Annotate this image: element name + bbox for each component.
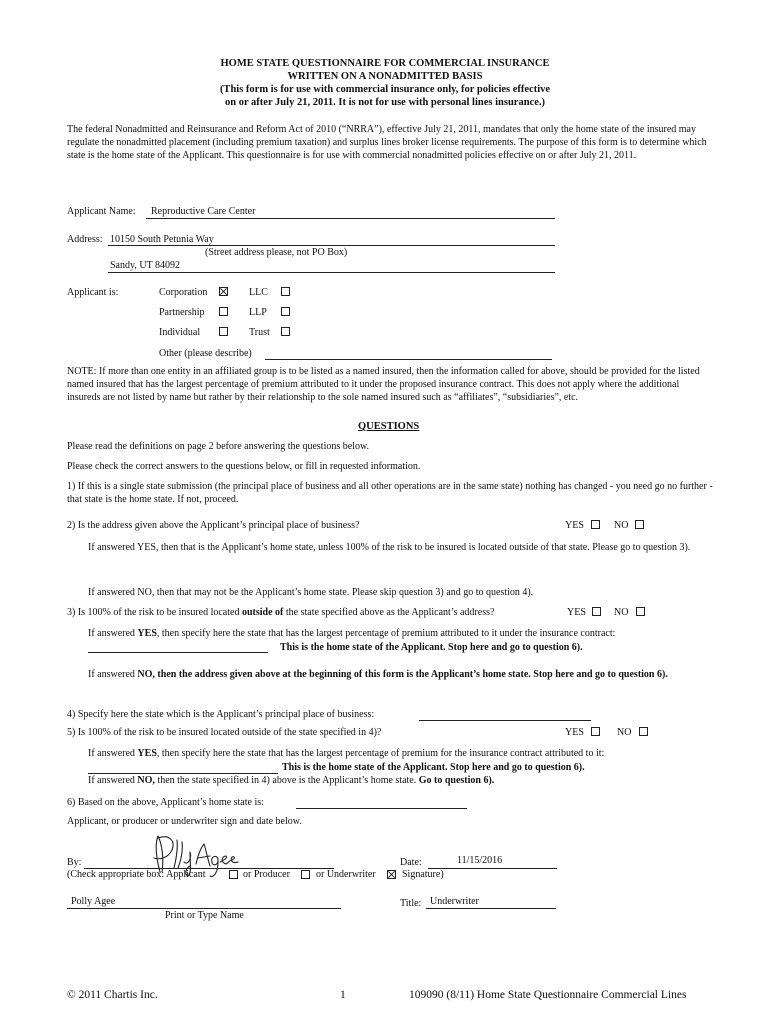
q5-no-instruction: If answered NO, then the state specified in 4) above is the Applicant’s home state. Go to question 6). xyxy=(88,775,495,786)
applicant-is-label: Applicant is: xyxy=(67,287,119,298)
footer-page-number: 1 xyxy=(340,989,346,1001)
footer-copyright: © 2011 Chartis Inc. xyxy=(67,989,158,1001)
applicant-name-line xyxy=(146,218,555,219)
address-city-value[interactable]: Sandy, UT 84092 xyxy=(110,260,180,271)
title-value[interactable]: Underwriter xyxy=(430,896,479,907)
note-paragraph: NOTE: If more than one entity in an affiliated group is to be listed as a named insured, then the information called for above, should be provided for the listed named insured that has the largest percentage of premium attributed to it under the proposed insurance contract. This does not apply where the additional insureds are not listed by name but rather by their relationship to the sole named insured such as “affiliates”, “subsidiaries”, etc. xyxy=(67,366,700,403)
question-2: 2) Is the address given above the Applicant’s principal place of business? xyxy=(67,520,360,531)
corporation-checkbox[interactable] xyxy=(219,287,228,296)
footer-form-id: 109090 (8/11) Home State Questionnaire Commercial Lines xyxy=(409,989,687,1001)
date-line xyxy=(428,868,557,869)
individual-label: Individual xyxy=(159,327,201,338)
intro-paragraph: The federal Nonadmitted and Reinsurance and Reform Act of 2010 (“NRRA”), effective July 21, 2011, mandates that only the home state of the insured may regulate the nonadmitted placement (including premium taxation) and surplus lines broker license requirements. The purpose of this form is to determine which state is the home state of the Applicant. This questionnaire is for use with commercial nonadmitted policies effective on or after July 21, 2011. xyxy=(67,124,707,161)
form-subtitle-line2: on or after July 21, 2011. It is not for use with personal lines insurance.) xyxy=(225,97,545,108)
q3-yes-checkbox[interactable] xyxy=(592,607,601,616)
q3-yes-label: YES xyxy=(567,607,586,618)
q5-no-label: NO xyxy=(617,727,632,738)
llc-label: LLC xyxy=(249,287,268,298)
other-label: Other (please describe) xyxy=(159,348,252,359)
applicant-checkbox[interactable] xyxy=(229,870,238,879)
q3-yes-instruction: If answered YES, then specify here the state that has the largest percentage of premium attributed to it under the insurance contract: xyxy=(88,628,616,639)
partnership-checkbox[interactable] xyxy=(219,307,228,316)
title-line xyxy=(426,908,556,909)
questions-heading: QUESTIONS xyxy=(358,421,420,432)
q3-no-checkbox[interactable] xyxy=(636,607,645,616)
title-label: Title: xyxy=(400,898,422,909)
date-label: Date: xyxy=(400,857,422,868)
question-1: 1) If this is a single state submission (the principal place of business and all other operations are in the same state) nothing has changed - you need go no further - that state is the home state. If not, proceed. xyxy=(67,481,713,505)
producer-checkbox[interactable] xyxy=(301,870,310,879)
q5-no-checkbox[interactable] xyxy=(639,727,648,736)
or-producer-label: or Producer xyxy=(243,869,290,880)
partnership-label: Partnership xyxy=(159,307,205,318)
q2-yes-label: YES xyxy=(565,520,584,531)
read-definitions-text: Please read the definitions on page 2 before answering the questions below. xyxy=(67,441,370,452)
check-correct-text: Please check the correct answers to the questions below, or fill in requested information. xyxy=(67,461,421,472)
q5-yes-label: YES xyxy=(565,727,584,738)
question-6: 6) Based on the above, Applicant’s home state is: xyxy=(67,797,264,808)
applicant-name-value[interactable]: Reproductive Care Center xyxy=(151,206,256,217)
q6-home-state-field[interactable] xyxy=(296,808,467,809)
form-title-line2: WRITTEN ON A NONADMITTED BASIS xyxy=(287,71,483,82)
address-label: Address: xyxy=(67,234,103,245)
q2-no-checkbox[interactable] xyxy=(635,520,644,529)
address-hint: (Street address please, not PO Box) xyxy=(205,247,348,258)
address-line2 xyxy=(108,272,555,273)
corporation-label: Corporation xyxy=(159,287,208,298)
print-name-label: Print or Type Name xyxy=(165,910,244,921)
printed-name-line xyxy=(67,908,341,909)
address-street-value[interactable]: 10150 South Petunia Way xyxy=(110,234,214,245)
q2-no-instruction: If answered NO, then that may not be the Applicant’s home state. Please skip question 3) and go to question 4). xyxy=(88,587,534,598)
signature-close-label: Signature) xyxy=(402,869,444,880)
question-3: 3) Is 100% of the risk to be insured located outside of the state specified above as the Applicant’s address? xyxy=(67,607,495,618)
date-value[interactable]: 11/15/2016 xyxy=(457,855,503,866)
form-subtitle-line1: (This form is for use with commercial insurance only, for policies effective xyxy=(219,84,551,95)
q3-home-state-note: This is the home state of the Applicant. Stop here and go to question 6). xyxy=(280,642,583,653)
other-describe-field[interactable] xyxy=(265,359,552,360)
q3-state-field[interactable] xyxy=(88,652,268,653)
trust-checkbox[interactable] xyxy=(281,327,290,336)
q2-yes-instruction: If answered YES, then that is the Applicant’s home state, unless 100% of the risk to be insured is located outside of that state. Please go to question 3). xyxy=(88,542,691,553)
llc-checkbox[interactable] xyxy=(281,287,290,296)
trust-label: Trust xyxy=(249,327,270,338)
q2-yes-checkbox[interactable] xyxy=(591,520,600,529)
question-5: 5) Is 100% of the risk to be insured located outside of the state specified in 4)? xyxy=(67,727,382,738)
check-box-instruction: (Check appropriate box: Applicant xyxy=(67,869,206,880)
underwriter-checkbox[interactable] xyxy=(387,870,396,879)
question-4: 4) Specify here the state which is the Applicant’s principal place of business: xyxy=(67,709,375,720)
q5-yes-instruction: If answered YES, then specify here the state that has the largest percentage of premium for the insurance contract attributed to it: xyxy=(88,748,605,759)
by-label: By: xyxy=(67,857,82,868)
llp-checkbox[interactable] xyxy=(281,307,290,316)
printed-name-value[interactable]: Polly Agee xyxy=(71,896,116,907)
individual-checkbox[interactable] xyxy=(219,327,228,336)
q4-state-field[interactable] xyxy=(419,720,591,721)
sign-instruction: Applicant, or producer or underwriter sign and date below. xyxy=(67,816,302,827)
q3-no-instruction: If answered NO, then the address given above at the beginning of this form is the Applicant’s home state. Stop here and go to question 6). xyxy=(88,669,668,680)
q5-yes-checkbox[interactable] xyxy=(591,727,600,736)
q5-home-state-note: This is the home state of the Applicant. Stop here and go to question 6). xyxy=(282,762,585,773)
llp-label: LLP xyxy=(249,307,267,318)
q5-state-field[interactable] xyxy=(88,773,278,774)
q3-no-label: NO xyxy=(614,607,629,618)
applicant-name-label: Applicant Name: xyxy=(67,206,136,217)
q2-no-label: NO xyxy=(614,520,629,531)
or-underwriter-label: or Underwriter xyxy=(316,869,376,880)
form-title-line1: HOME STATE QUESTIONNAIRE FOR COMMERCIAL INSURANCE xyxy=(220,58,550,69)
